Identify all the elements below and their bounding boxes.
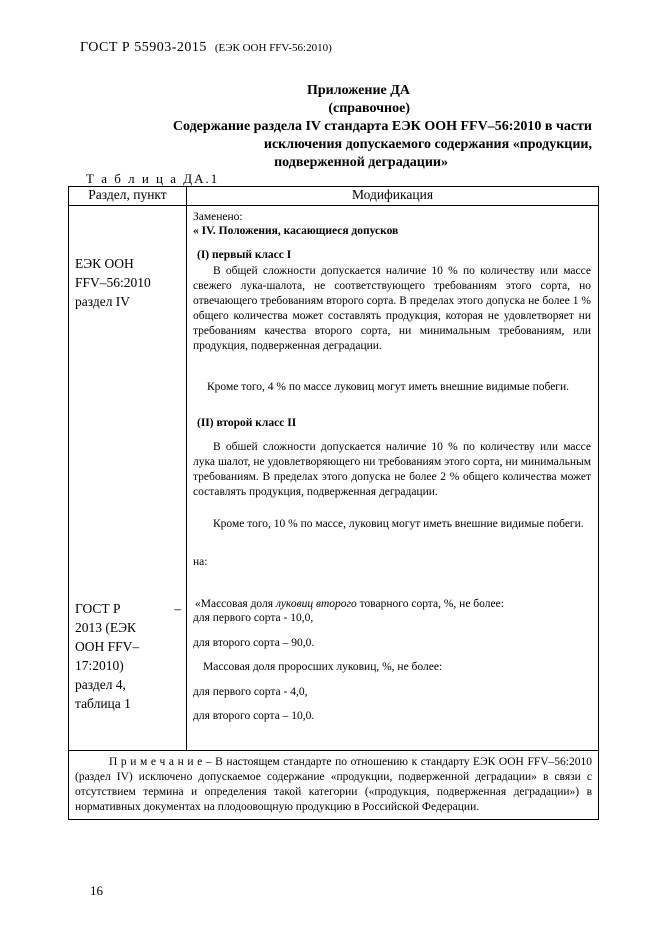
class2-paragraph: В обшей сложности допускается наличие 10 % по количеству или массе лука шалот, не удовлетворяющего ни требованиям этого сорта, ни минимальным требованиям. В пределах этого допуска не более 2 % общего количества может составлять продукция, подверженная деградации. [193, 441, 591, 498]
mass-fraction-text: товарного сорта, %, не более: [356, 598, 504, 610]
section-ref-gost [75, 599, 181, 713]
replacement-on-label: на: [193, 556, 208, 568]
col-header-modification: Модификация [187, 187, 599, 206]
section-title: « IV. Положения, касающиеся допусков [193, 225, 399, 237]
modification-table [68, 186, 599, 820]
mass-fraction-italic: луковиц второго [275, 598, 357, 610]
table-label: Т а б л и ц а ДА.1 [86, 171, 220, 186]
table-header-row [69, 187, 599, 206]
section-ref-line: FFV–56:2010 [75, 275, 151, 290]
note-label: П р и м е ч а н и е – [109, 756, 212, 768]
note-cell [69, 751, 599, 820]
page-header [80, 40, 332, 56]
class2-title: (II) второй класс II [197, 417, 297, 429]
annex-title: Приложение ДА [306, 83, 410, 98]
section-cell [69, 206, 187, 751]
class2-sprouts-paragraph: Кроме того, 10 % по массе, луковиц могут иметь внешние видимые побеги. [213, 518, 584, 530]
mass2-second-grade: для второго сорта – 10,0. [193, 710, 315, 722]
annex-heading-line3: подверженной деградации» [274, 155, 448, 170]
section-ref-line: ЕЭК ООН [75, 256, 134, 271]
section-ref-line: таблица 1 [75, 696, 131, 711]
class1-paragraph: В общей сложности допускается наличие 10 % по количеству или массе свежего лука-шалота, не соответствующего требованиям этого сорта, но отвечающего требованиям второго сорта. В пределах этого допуска не более 1 % общего количества может составлять продукция, которая не удовлетворяет ни требованиям качества второго сорта, ни минимальным требованиям, или продукция, подверженная деградации. [193, 265, 591, 352]
note-text: В настоящем стандарте по отношению к стандарту ЕЭК ООН FFV–56:2010 (раздел IV) исключено допускаемое содержание «продукции, подверженной деградации» в связи с отсутствием термина и определения такой категории («продукция, подверженная деградации») в нормативных документах на плодоовощную продукцию в Российской Федерации. [75, 756, 592, 813]
modification-cell [187, 206, 599, 751]
section-ref-line: раздел IV [75, 294, 131, 309]
standard-number: ГОСТ Р 55903-2015 [80, 40, 207, 55]
mass1-second-grade: для второго сорта – 90,0. [193, 637, 315, 649]
section-ref-line: ООН FFV– [75, 639, 140, 654]
section-ref-line: ГОСТ Р [75, 601, 121, 616]
class1-sprouts-paragraph: Кроме того, 4 % по массе луковиц могут иметь внешние видимые побеги. [207, 381, 570, 393]
mass-fraction-second-grade [195, 597, 504, 612]
page-number: 16 [90, 883, 103, 898]
section-ref-line: 2013 (ЕЭК [75, 620, 137, 635]
class1-title: (I) первый класс I [197, 249, 292, 261]
annex-heading-line2: исключения допускаемого содержания «продукции, [263, 137, 592, 152]
replaced-label: Заменено: [193, 211, 243, 223]
mass1-first-grade: для первого сорта - 10,0, [193, 612, 314, 624]
section-ref-line: раздел 4, [75, 677, 126, 692]
mass2-first-grade: для первого сорта - 4,0, [193, 686, 308, 698]
mass-fraction-sprouted: Массовая доля проросших луковиц, %, не более: [203, 661, 443, 673]
section-ref-ece [75, 254, 151, 311]
note-row [69, 751, 599, 820]
col-header-section: Раздел, пункт [69, 187, 187, 206]
table-row [69, 206, 599, 751]
section-ref-dash: – [174, 601, 181, 616]
mass-fraction-text: «Массовая доля [195, 598, 276, 610]
annex-subtitle: (справочное) [328, 101, 410, 116]
annex-heading-line1: Содержание раздела IV стандарта ЕЭК ООН FFV–56:2010 в части [172, 119, 592, 134]
ece-reference: (ЕЭК ООН FFV-56:2010) [214, 42, 332, 54]
section-ref-line: 17:2010) [75, 658, 124, 673]
